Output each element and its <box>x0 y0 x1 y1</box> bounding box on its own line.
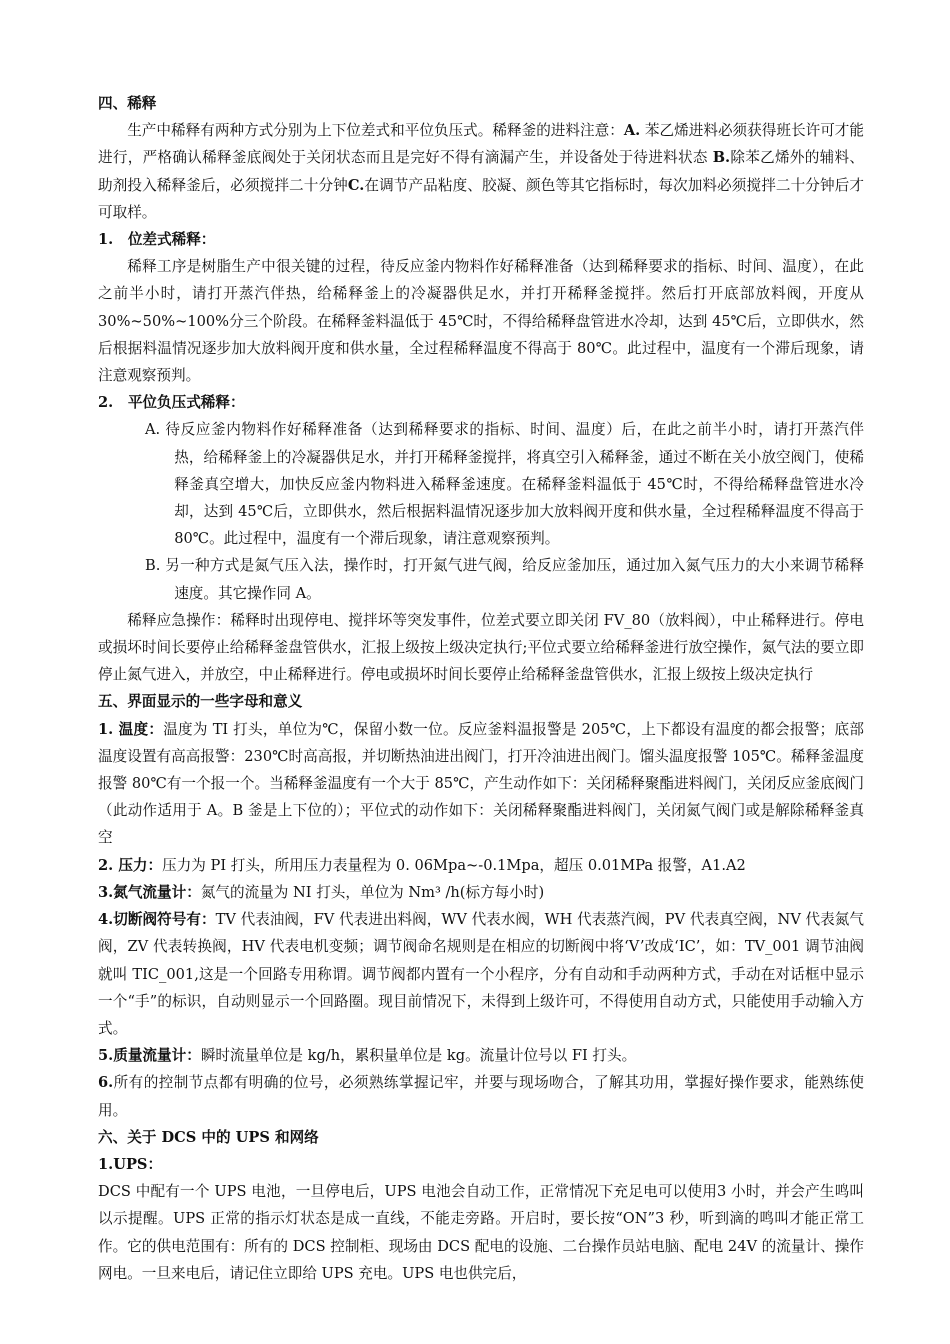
section-5-heading: 五、界面显示的一些字母和意义 <box>98 693 303 711</box>
list-item-a: A. 待反应釜内物料作好稀释准备（达到稀释要求的指标、时间、温度）后，在此之前半小时，请打开蒸汽伴热，给稀释釜上的冷凝器供足水，并打开稀释釜搅拌，将真空引入稀释釜，通过不断在关小放空阀门，使稀释釜真空增大，加快反应釜内物料进入稀释釜速度。在稀释釜料温低于 45℃时，不得给稀释盘管进水冷却，达到 45℃后，立即供水，然后根据料温情况逐步加大放料阀开度和供水量，全过程稀释温度不得高于 80℃。此过程中，温度有一个滞后现象，请注意观察预判。 <box>145 421 879 548</box>
ups-body: DCS 中配有一个 UPS 电池，一旦停电后，UPS 电池会自动工作，正常情况下充足电可以使用3 小时，并会产生鸣叫以示提醒。UPS 正常的指示灯状态是成一直线，不能走旁路。开启时，要长按“ON”3 秒，听到滴的鸣叫才能正常工作。它的供电范围有：所有的 DCS 控制柜、现场由 DCS 配电的设施、二台操作员站电脑、配电 24V 的流量计、操作网电。一旦来电后，请记住立即给 UPS 充电。UPS 电也供完后， <box>98 1183 864 1282</box>
s6-title-part-1: 六、关于 <box>98 1128 162 1146</box>
item-temperature-label: 1. 温度： <box>98 720 164 738</box>
item-nitrogen-text: 氮气的流量为 NI 打头，单位为 Nm³ /h(标方每小时) <box>200 883 545 901</box>
item-cutoff-valves <box>98 906 864 1042</box>
section-6-heading <box>98 1124 864 1151</box>
emergency-paragraph: 稀释应急操作：稀释时出现停电、搅拌坏等突发事件，位差式要立即关闭 FV_80（放料阀），中止稀释进行。停电或损坏时间长要停止给稀释釜盘管供水，汇报上级按上级决定执行;平位式要立给稀释釜进行放空操作，氮气法的要立即停止氮气进入，并放空，中止稀释进行。停电或损坏时间长要停止给稀释釜盘管供水，汇报上级按上级决定执行 <box>98 611 864 684</box>
item-mass-flowmeter <box>98 1042 864 1069</box>
intro-text-1: 生产中稀释有两种方式分别为上下位差式和平位负压式。稀释釜的进料注意： <box>127 122 624 140</box>
list-item-b: B. 另一种方式是氮气压入法，操作时，打开氮气进气阀，给反应釜加压，通过加入氮气压力的大小来调节稀释速度。其它操作同 A。 <box>145 557 864 602</box>
intro-marker-a: A. <box>623 122 641 140</box>
item-nodes-text: 所有的控制节点都有明确的位号，必须熟练掌握记牢，并要与现场吻合，了解其功用，掌握好操作要求，能熟练使用。 <box>98 1074 864 1119</box>
s6-title-part-2: DCS <box>161 1128 197 1146</box>
intro-marker-c: C. <box>347 176 365 194</box>
item-control-nodes <box>98 1069 864 1123</box>
item-nitrogen-label: 3.氮气流量计： <box>98 883 201 901</box>
item-pressure-label: 2. 压力： <box>98 856 163 874</box>
subsection-2-heading: 2. 平位负压式稀释： <box>98 394 245 412</box>
item-valves-label: 4.切断阀符号有： <box>98 911 216 929</box>
s6-title-part-4: UPS <box>235 1128 270 1146</box>
item-nodes-label: 6. <box>98 1074 114 1092</box>
item-temperature-text: 温度为 TI 打头，单位为℃，保留小数一位。反应釜料温报警是 205℃，上下都设有温度的都会报警；底部温度设置有高高报警：230℃时高高报，并切断热油进出阀门，打开冷油进出阀门。馏头温度报警 105℃。稀释釜温度报警 80℃有一个报一个。当稀释釜温度有一个大于 85℃，产生动作如下：关闭稀释聚酯进料阀门，关闭反应釜底阀门（此动作适用于 A。B 釜是上下位的）；平位式的动作如下：关闭稀释聚酯进料阀门，关闭氮气阀门或是解除稀释釜真空 <box>98 720 864 847</box>
item-mass-text: 瞬时流量单位是 kg/h，累积量单位是 kg。流量计位号以 FI 打头。 <box>200 1047 637 1065</box>
item-mass-label: 5.质量流量计： <box>98 1047 201 1065</box>
intro-text-3: 除苯乙烯外的辅料、助剂投入稀释釜后，必须搅拌二十分钟 <box>98 149 864 194</box>
subsection-1-body: 稀释工序是树脂生产中很关键的过程，待反应釜内物料作好稀释准备（达到稀释要求的指标、时间、温度），在此之前半小时，请打开蒸汽伴热，给稀释釜上的冷凝器供足水，并打开稀释釜搅拌。然后打开底部放料阀，开度从 30%~50%~100%分三个阶段。在稀释釜料温低于 45℃时，不得给稀释盘管进水冷却，达到 45℃后，立即供水，然后根据料温情况逐步加大放料阀开度和供水量，全过程稀释温度不得高于 80℃。此过程中，温度有一个滞后现象，请注意观察预判。 <box>98 258 864 385</box>
item-pressure <box>98 852 864 879</box>
item-pressure-text: 压力为 PI 打头，所用压力表量程为 0. 06Mpa~-0.1Mpa，超压 0.01MPa 报警，A1.A2 <box>162 856 746 874</box>
intro-marker-b: B. <box>712 149 731 167</box>
section-4-heading: 四、稀释 <box>98 95 157 112</box>
ups-heading: 1.UPS： <box>98 1155 163 1173</box>
intro-text-4: 在调节产品粘度、胶凝、颜色等其它指标时，每次加料必须搅拌二十分钟后才可取样。 <box>98 176 864 221</box>
section-4-intro <box>98 117 864 226</box>
item-valves-text: TV 代表油阀，FV 代表进出料阀，WV 代表水阀，WH 代表蒸汽阀，PV 代表真空阀，NV 代表氮气阀，ZV 代表转换阀，HV 代表电机变频；调节阀命名规则是在相应的切断阀中将‘V’改成‘IC’，如：TV_001 调节油阀就叫 TIC_001,这是一个回路专用称谓。调节阀都内置有一个小程序，分有自动和手动两种方式，手动在对话框中显示一个“手”的标识，自动则显示一个回路圈。现目前情况下，未得到上级许可，不得使用自动方式，只能使用手动输入方式。 <box>98 911 864 1037</box>
subsection-1-heading: 1. 位差式稀释： <box>98 231 216 249</box>
s6-title-part-5: 和网络 <box>269 1128 319 1146</box>
item-nitrogen-flowmeter <box>98 879 864 906</box>
item-temperature <box>98 716 864 852</box>
intro-text-2: 苯乙烯进料必须获得班长许可才能进行，严格确认稀释釜底阀处于关闭状态而且是完好不得有滴漏产生，并设备处于待进料状态 <box>98 122 864 167</box>
s6-title-part-3: 中的 <box>196 1128 236 1146</box>
